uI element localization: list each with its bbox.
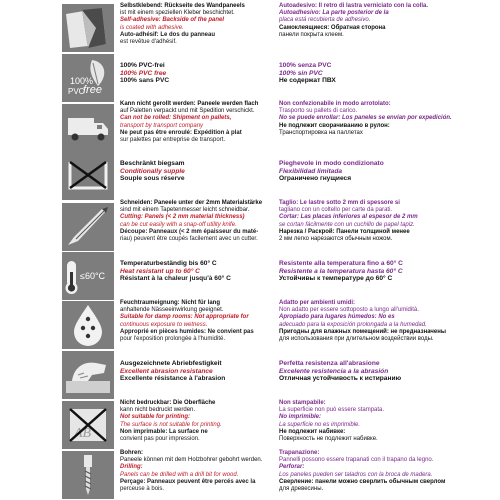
text-line-fr: Découpe: Panneaux (< 2 mm épaisseur du maté-	[120, 228, 259, 235]
left-text-block	[120, 200, 272, 243]
text-line-es: No imprimible:	[279, 414, 322, 421]
text-line-de: auf Paletten verpackt und mit Spedition verschickt.	[120, 108, 255, 115]
text-line-es: 100% sin PVC	[279, 69, 323, 77]
text-line-ru: Транспортировка на паллетах	[279, 129, 363, 136]
text-line-ru: панели покрыта клеем.	[279, 31, 344, 38]
left-text-block	[120, 360, 272, 383]
text-line-fr: riau) peuvent être coupés facilement avec un cutter.	[120, 236, 258, 243]
text-line-ru: для древесины.	[279, 486, 324, 493]
no-print-icon	[62, 401, 114, 449]
text-line-ru: Не содержат ПВХ	[279, 77, 336, 85]
right-text-block	[279, 101, 452, 137]
right-text-block	[279, 260, 429, 283]
text-line-fr: Ne peut pas être enroulé: Expédition à plat	[120, 129, 242, 136]
self-adhesive-peel-icon	[62, 4, 114, 52]
text-line-it: Resistente alla temperatura fino a 60° C	[279, 260, 403, 267]
text-line-en: 100% PVC free	[120, 69, 167, 77]
text-line-fr: convient pas pour impression.	[120, 436, 200, 443]
text-line-it: Autoadesivo: Il retro di lastra verniciato con la colla.	[279, 3, 429, 9]
text-line-fr: Résistant à la chaleur jusqu'à 60° C	[120, 275, 231, 283]
text-line-fr: Souple sous réserve	[120, 175, 185, 183]
text-line-es: Flexibilidad limitada	[279, 167, 343, 175]
text-line-ru: Не подлежит сворачиванию в рулон:	[279, 122, 390, 129]
text-line-es: Perforar:	[279, 464, 305, 471]
text-line-es: Los paneles pueden ser taladros con la broca de madera.	[279, 471, 433, 478]
water-drop-icon	[62, 301, 114, 349]
text-line-de: kann nicht bedruckt werden.	[120, 407, 196, 414]
text-line-it: La superficie non può essere stampata.	[279, 407, 385, 414]
text-line-fr: sur palettes par entreprise de transport.	[120, 137, 226, 144]
text-line-ru: для использования при длительном воздействии воды.	[279, 336, 434, 343]
text-line-de: Ausgezeichnete Abriebfestigkeit	[120, 360, 222, 367]
text-line-en: transport by transport company	[120, 122, 204, 129]
left-text-block	[120, 400, 272, 443]
text-line-es: se cortan fácilmente con un cuchillo de papel tapiz.	[279, 221, 415, 228]
text-line-fr: perceuse à bois.	[120, 486, 165, 493]
property-row	[0, 350, 500, 398]
left-text-block	[120, 300, 272, 343]
text-line-de: Selbstklebend: Rückseite des Wandpaneels	[120, 3, 245, 9]
text-line-de: anhaltende Nässeeinwirkung geeignet.	[120, 307, 224, 314]
text-line-en: Heat resistant up to 60° C	[120, 267, 200, 275]
text-line-ru: Нарезка / Раскрой: Панели толщиной менее	[279, 228, 410, 235]
no-print-icon-letters: AB	[74, 426, 92, 441]
left-text-block	[120, 62, 272, 85]
right-text-block	[279, 62, 429, 85]
text-line-es: adecuado para la exposición prolongada a la humedad.	[279, 321, 427, 328]
text-line-ru: Устойчивы к температуре до 60° C	[279, 275, 393, 283]
text-line-it: Trapanazione:	[279, 450, 320, 456]
text-line-ru: Самоклеящиеся: Обратная сторона	[279, 24, 386, 31]
text-line-es: placa está recubierta de adhesivo.	[279, 17, 371, 24]
right-text-block	[279, 160, 429, 183]
thermometer-icon	[62, 252, 114, 300]
text-line-de: Schneiden: Paneele unter der 2mm Materialstärke	[120, 200, 263, 206]
thermometer-icon-label: ≤60°C	[80, 271, 106, 281]
property-row	[0, 299, 500, 347]
text-line-it: Perfetta resistenza all'abrasione	[279, 360, 380, 367]
left-text-block	[120, 450, 272, 493]
text-line-it: Adatto per ambienti umidi:	[279, 300, 356, 306]
text-line-en: Cutting: Panels (< 2 mm material thickness)	[120, 214, 245, 221]
text-line-de: Bohren:	[120, 450, 143, 456]
text-line-it: Trasporto su pallets di carico.	[279, 108, 358, 115]
text-line-en: Can not be rolled: Shipment on pallets,	[120, 115, 232, 122]
text-line-it: Non adatto per essere sottoposto a lungo all'umidità.	[279, 307, 419, 314]
text-line-ru: Отличная устойчивость к истиранию	[279, 375, 402, 383]
text-line-es: La superficie no es imprimible.	[279, 421, 361, 428]
text-line-en: is coated with adhesive.	[120, 24, 184, 31]
text-line-fr: Non imprimable: La surface ne	[120, 428, 208, 435]
text-line-es: Resistente a la temperatura hasta 60° C	[279, 267, 403, 275]
text-line-ru: Ограничено гнущиеся	[279, 175, 352, 183]
text-line-en: continuous exposure to wetness.	[120, 321, 208, 328]
text-line-en: Panels can be drilled with a drill bit for wood.	[120, 471, 239, 478]
property-row	[0, 250, 500, 298]
text-line-en: Self-adhesive: Backside of the panel	[120, 17, 225, 24]
pvc-free-icon-percent: 100%	[70, 76, 94, 86]
text-line-de: 100% PVC-frei	[120, 62, 165, 69]
text-line-it: 100% senza PVC	[279, 62, 332, 69]
left-text-block	[120, 101, 272, 144]
cutter-knife-icon	[62, 203, 114, 251]
right-text-block	[279, 360, 429, 383]
right-text-block	[279, 200, 429, 243]
text-line-fr: pour l'exposition prolongée à l'humidité.	[120, 336, 226, 343]
text-line-de: Beschränkt biegsam	[120, 160, 185, 167]
text-line-fr: Perçage: Panneaux peuvent être percés avec la	[120, 478, 256, 485]
text-line-it: tagliano con un coltello per carte da parati.	[279, 207, 393, 214]
text-line-de: ist mit einem speziellen Kleber beschichtet.	[120, 10, 235, 17]
pvc-free-icon	[62, 54, 114, 102]
text-line-es: Autoadhesivo: La parte posterior de la	[279, 10, 389, 17]
text-line-it: Non confezionabile in modo arrotolato:	[279, 101, 391, 107]
property-row	[0, 449, 500, 497]
text-line-it: Non stampabile:	[279, 400, 326, 406]
text-line-ru: Пригодны для влажных помещений: не предназначены	[279, 328, 446, 335]
text-line-fr: Approprié en pièces humides: Ne convient pas	[120, 328, 254, 335]
left-text-block	[120, 160, 272, 183]
property-row	[0, 150, 500, 198]
text-line-ru: Сверление: панели можно сверлить обычным сверлом	[279, 478, 446, 485]
abrasion-hand-icon	[62, 351, 114, 399]
property-row	[0, 2, 500, 50]
text-line-fr: Excellente résistance à l'abrasion	[120, 375, 226, 383]
left-text-block	[120, 260, 272, 283]
text-line-de: Temperaturbeständig bis 60° C	[120, 260, 217, 267]
property-row	[0, 199, 500, 247]
text-line-ru: Поверхность не подлежит набивке.	[279, 436, 378, 443]
text-line-ru: Не подлежит набивке:	[279, 428, 346, 435]
text-line-de: Nicht bedruckbar: Die Oberfläche	[120, 400, 216, 406]
text-line-en: Drilling:	[120, 464, 143, 471]
text-line-fr: 100% sans PVC	[120, 77, 170, 85]
right-text-block	[279, 400, 429, 443]
property-row	[0, 100, 500, 148]
truck-icon	[62, 104, 114, 152]
text-line-ru: 2 мм легко нарезаются обычным ножом.	[279, 236, 393, 243]
text-line-es: Apropiado para lugares húmedos: No es	[279, 314, 395, 321]
text-line-de: Paneele können mit dem Holzbohrer gebohrt werden.	[120, 457, 263, 464]
text-line-en: Not suitable for printing:	[120, 414, 190, 421]
text-line-it: Pannelli possono essere trapanati con il trapano da legno.	[279, 457, 434, 464]
property-row	[0, 52, 500, 100]
text-line-de: sind mit einem Tapetenmesser leicht schneidbar.	[120, 207, 250, 214]
property-row	[0, 399, 500, 447]
text-line-es: Excelente resistencia a la abrasión	[279, 367, 389, 375]
text-line-it: Taglio: Le lastre sotto 2 mm di spessore si	[279, 200, 400, 206]
text-line-fr: Auto-adhésif: Le dos du panneau	[120, 31, 216, 38]
text-line-en: can be cut easily with a snap-off utility knife.	[120, 221, 237, 228]
text-line-en: The surface is not suitable for printing.	[120, 421, 222, 428]
text-line-es: No se puede enrollar: Los paneles se envían por expedición.	[279, 115, 452, 122]
text-line-de: Feuchtraumeignung: Nicht für lang	[120, 300, 220, 306]
text-line-de: Kann nicht gerollt werden: Paneele werden flach	[120, 101, 259, 107]
text-line-en: Excellent abrasion resistance	[120, 367, 213, 375]
pvc-free-icon-pvc: PVC	[68, 87, 85, 96]
text-line-it: Pieghevole in modo condizionato	[279, 160, 384, 167]
left-text-block	[120, 3, 272, 46]
text-line-en: Conditionally supple	[120, 167, 185, 175]
text-line-es: Cortar: Las placas inferiores al espesor de 2 mm	[279, 214, 418, 221]
right-text-block	[279, 300, 446, 343]
right-text-block	[279, 3, 429, 39]
drill-icon	[62, 451, 114, 499]
text-line-fr: est revêtue d'adhésif.	[120, 39, 177, 46]
text-line-en: Suitable for damp rooms: Not appropriate for	[120, 314, 249, 321]
pvc-free-icon-free: free	[83, 84, 102, 96]
right-text-block	[279, 450, 446, 493]
limited-bending-icon	[62, 152, 114, 200]
